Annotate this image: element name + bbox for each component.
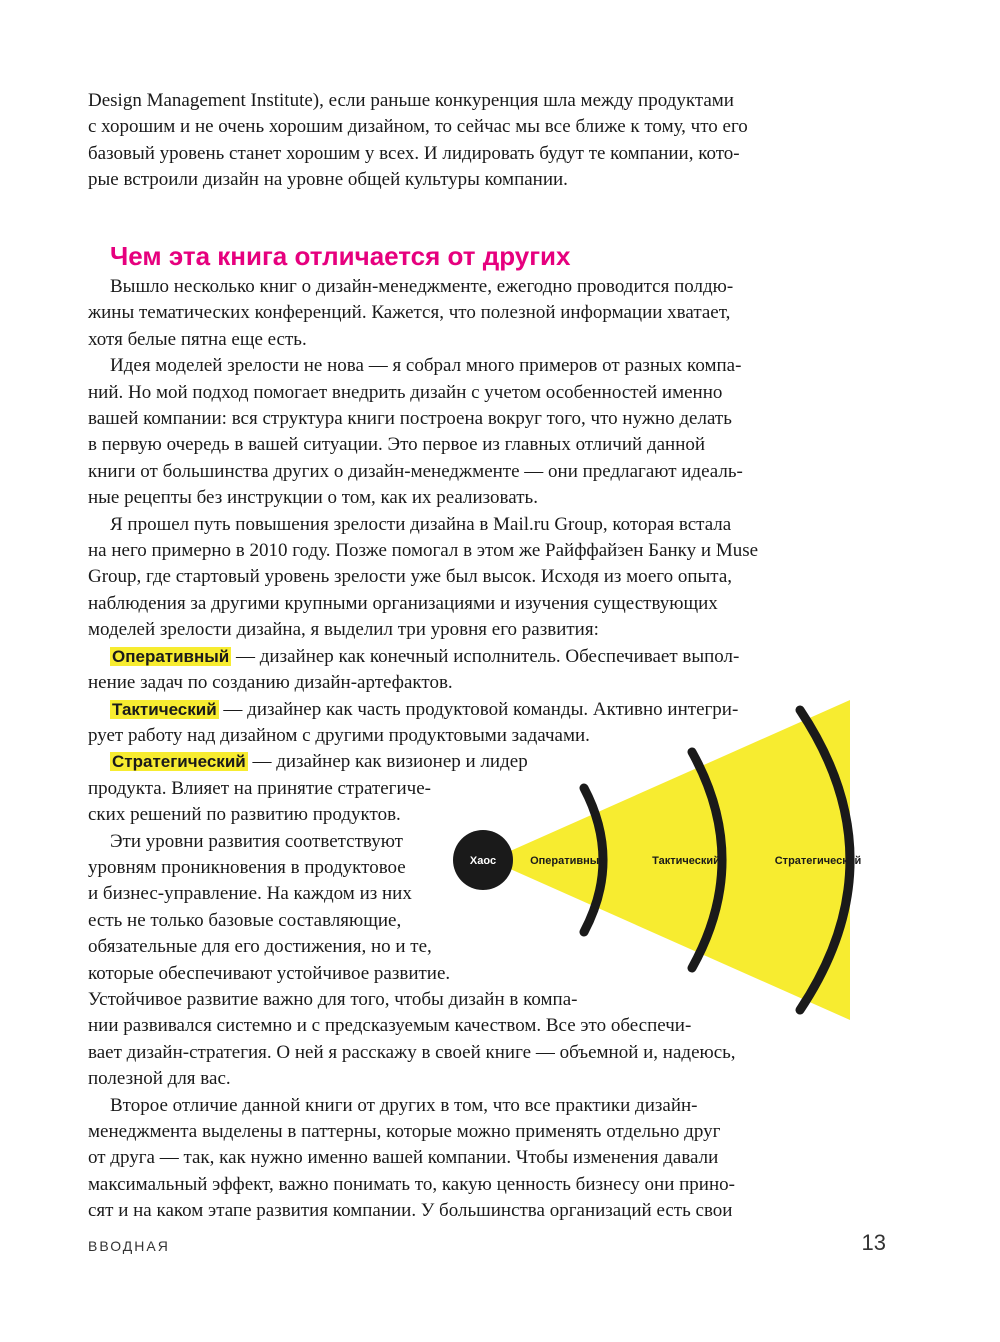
text-line: книги от большинства других о дизайн-менеджменте — они предлагают идеаль- [88, 460, 743, 482]
text-line: уровням проникновения в продуктовое [88, 856, 406, 878]
text-line: в первую очередь в вашей ситуации. Это первое из главных отличий данной [88, 434, 706, 456]
text-line: Design Management Institute), если раньше конкуренция шла между продуктами [88, 90, 734, 111]
text-line: Вышло несколько книг о дизайн-менеджменте, ежегодно проводится полдю- [110, 276, 734, 297]
text-line: наблюдения за другими крупными организациями и изучения существующих [88, 592, 718, 614]
text-line: сят и на каком этапе развития компании. У большинства организаций есть свои [88, 1200, 733, 1222]
text-line: Эти уровни развития соответствуют [110, 830, 403, 852]
footer-section: ВВОДНАЯ [88, 1238, 170, 1254]
text-line: ные рецепты без инструкции о том, как их реализовать. [88, 487, 538, 509]
level-operational: Оперативный — дизайнер как конечный исполнитель. Обеспечивает выпол- [112, 645, 740, 667]
text-line: есть не только базовые составляющие, [88, 909, 402, 931]
text-line: на него примерно в 2010 году. Позже помогал в этом же Райффайзен Банку и Muse [88, 540, 759, 562]
section-title: Чем эта книга отличается от других [110, 241, 571, 271]
text-line: нение задач по созданию дизайн-артефактов. [88, 672, 453, 694]
text-line: Второе отличие данной книги от других в том, что все практики дизайн- [110, 1094, 698, 1116]
text-line: обязательные для его достижения, но и те, [88, 936, 432, 958]
text-line: менеджмента выделены в паттерны, которые можно применять отдельно друг [88, 1121, 721, 1142]
maturity-levels-diagram [440, 690, 910, 1030]
text-line: которые обеспечивают устойчивое развитие. [88, 962, 451, 984]
tactical-label: Тактический [652, 855, 720, 867]
level-strategic: Стратегический — дизайнер как визионер и лидер [112, 751, 528, 773]
text-line: рует работу над дизайном с другими продуктовыми задачами. [88, 724, 590, 746]
text-line: нии развивался системно и с предсказуемым качеством. Все это обеспечи- [88, 1015, 692, 1037]
strategic-label: Стратегический [774, 855, 862, 867]
text-line: продукта. Влияет на принятие стратегиче- [88, 777, 431, 799]
text-line: вает дизайн-стратегия. О ней я расскажу в своей книге — объемной и, надеюсь, [88, 1041, 736, 1063]
chaos-label: Хаос [469, 855, 497, 867]
text-line: рые встроили дизайн на уровне общей культуры компании. [88, 169, 568, 191]
text-line: Я прошел путь повышения зрелости дизайна в Mail.ru Group, которая встала [110, 513, 732, 535]
text-line: ний. Но мой подход помогает внедрить дизайн с учетом особенностей именно [88, 381, 723, 403]
text-line: и бизнес-управление. На каждом из них [88, 883, 412, 905]
text-line: моделей зрелости дизайна, я выделил три уровня его развития: [88, 619, 599, 641]
text-line: полезной для вас. [88, 1068, 231, 1090]
text-line: ских решений по развитию продуктов. [88, 804, 401, 826]
level-tactical: Тактический — дизайнер как часть продуктовой команды. Активно интегри- [112, 698, 739, 720]
text-line: с хорошим и не очень хорошим дизайном, то сейчас мы все ближе к тому, что его [88, 116, 748, 138]
intro-paragraph [88, 88, 788, 194]
text-line: максимальный эффект, важно понимать то, какую ценность бизнесу они прино- [88, 1173, 735, 1195]
text-line: Идея моделей зрелости не нова — я собрал много примеров от разных компа- [110, 355, 742, 377]
text-line: от друга — так, как нужно именно вашей компании. Чтобы изменения давали [88, 1147, 719, 1169]
text-line: Group, где стартовый уровень зрелости уже был высок. Исходя из моего опыта, [88, 566, 733, 588]
text-line: Устойчивое развитие важно для того, чтобы дизайн в компа- [88, 988, 578, 1010]
text-line: хотя белые пятна еще есть. [88, 328, 307, 350]
term-operational: Оперативный [112, 646, 230, 666]
operational-label: Оперативный [530, 855, 606, 867]
text-line: базовый уровень станет хорошим у всех. И лидировать будут те компании, кото- [88, 142, 740, 164]
term-tactical: Тактический [112, 699, 217, 719]
term-strategic: Стратегический [112, 752, 246, 772]
text-line: вашей компании: вся структура книги построена вокруг того, что нужно делать [88, 408, 732, 430]
text-line: жины тематических конференций. Кажется, что полезной информации хватает, [88, 302, 731, 324]
page-number: 13 [861, 1230, 886, 1255]
